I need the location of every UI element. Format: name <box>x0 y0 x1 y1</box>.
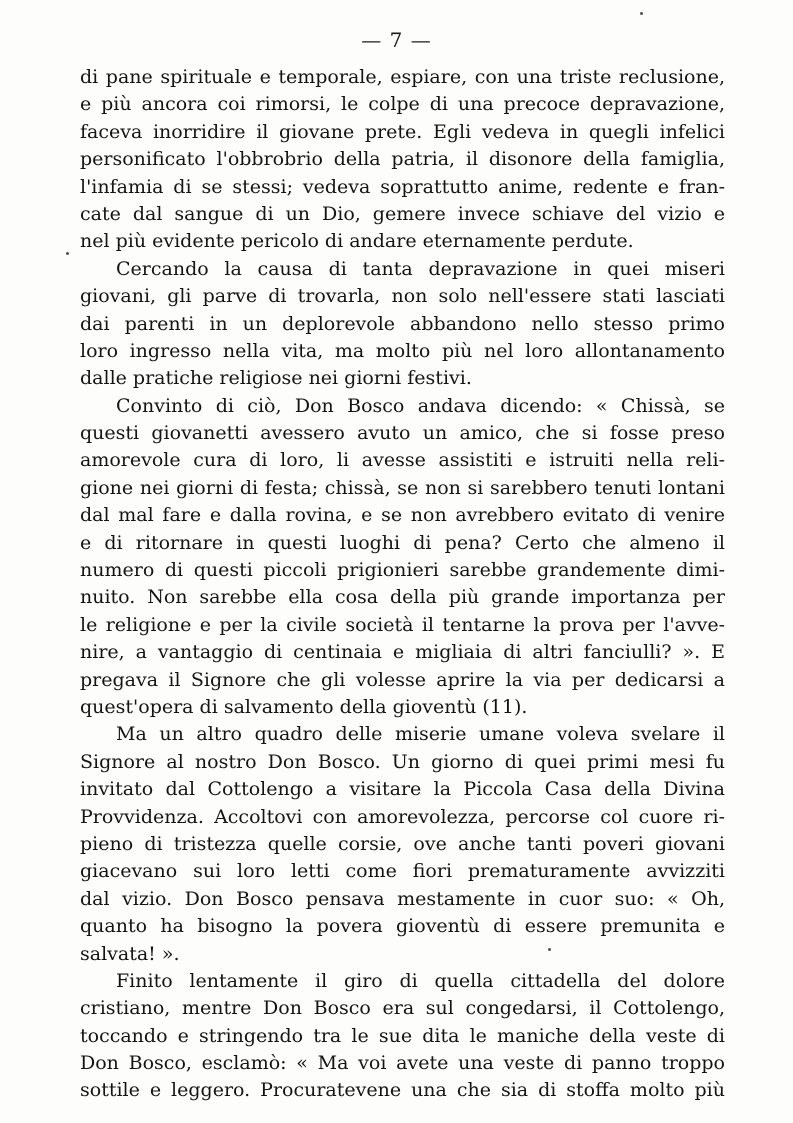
text-line: quanto ha bisogno la povera gioventù di essere premunita e <box>80 915 725 938</box>
text-line: personificato l'obbrobrio della patria, il disonore della famiglia, <box>80 148 725 171</box>
text-line: quest'opera di salvamento della gioventù (11). <box>80 695 528 718</box>
text-line: dai parenti in un deplorevole abbandono nello stesso primo <box>80 312 725 335</box>
text-line: pieno di tristezza quelle corsie, ove anche tanti poveri giovani <box>80 832 725 855</box>
text-line: toccando e stringendo tra le sue dita le maniche della veste di <box>80 1024 725 1047</box>
text-line: invitato dal Cottolengo a visitare la Piccola Casa della Divina <box>80 778 725 801</box>
text-line: Convinto di ciò, Don Bosco andava dicendo: « Chissà, se <box>116 394 725 417</box>
text-line: dalle pratiche religiose nei giorni festivi. <box>80 367 472 390</box>
text-line: Provvidenza. Accoltovi con amorevolezza, percorse col cuore ri- <box>80 805 725 828</box>
text-line: salvata! ». <box>80 942 180 965</box>
text-line: nel più evidente pericolo di andare eternamente perdute. <box>80 230 634 253</box>
text-line: Cercando la causa di tanta depravazione in quei miseri <box>116 257 725 280</box>
text-line: numero di questi piccoli prigionieri sarebbe grandemente dimi- <box>80 559 725 582</box>
text-line: nuito. Non sarebbe ella cosa della più grande importanza per <box>80 586 725 609</box>
text-line: giovani, gli parve di trovarla, non solo nell'essere stati lasciati <box>80 285 725 308</box>
text-line: faceva inorridire il giovane prete. Egli vedeva in quegli infelici <box>80 120 725 143</box>
text-line: Ma un altro quadro delle miserie umane voleva svelare il <box>116 723 725 746</box>
text-line: dal vizio. Don Bosco pensava mestamente in cuor suo: « Oh, <box>80 887 725 910</box>
text-line: e di ritornare in questi luoghi di pena? Certo che almeno il <box>80 531 725 554</box>
text-line: giacevano sui loro letti come fiori prematuramente avvizziti <box>80 860 725 883</box>
print-speck <box>640 12 643 15</box>
text-line: amorevole cura di loro, li avesse assistiti e istruiti nella reli- <box>80 449 725 472</box>
page-number: — 7 — <box>361 28 432 52</box>
text-line: e più ancora coi rimorsi, le colpe di una precoce depravazione, <box>80 93 725 116</box>
text-line: l'infamia di se stessi; vedeva soprattutto anime, redente e fran- <box>80 175 725 198</box>
text-line: questi giovanetti avessero avuto un amico, che si fosse preso <box>80 422 725 445</box>
print-speck <box>548 948 551 951</box>
text-line: le religione e per la civile società il tentarne la prova per l'avve- <box>80 613 725 636</box>
text-line: pregava il Signore che gli volesse aprire la via per dedicarsi a <box>80 668 725 691</box>
text-line: Signore al nostro Don Bosco. Un giorno di quei primi mesi fu <box>80 750 725 773</box>
text-line: gione nei giorni di festa; chissà, se non si sarebbero tenuti lontani <box>80 476 725 499</box>
text-line: cristiano, mentre Don Bosco era sul congedarsi, il Cottolengo, <box>80 997 725 1020</box>
text-line: dal mal fare e dalla rovina, e se non avrebbero evitato di venire <box>80 504 725 527</box>
body-text <box>80 64 725 1105</box>
text-line: sottile e leggero. Procuratevene una che sia di stoffa molto più <box>80 1079 725 1102</box>
text-line: nire, a vantaggio di centinaia e migliaia di altri fanciulli? ». E <box>80 641 725 664</box>
text-line: cate dal sangue di un Dio, gemere invece schiave del vizio e <box>80 202 725 225</box>
text-line: loro ingresso nella vita, ma molto più nel loro allontanamento <box>80 339 725 362</box>
text-line: di pane spirituale e temporale, espiare, con una triste reclusione, <box>80 66 725 88</box>
text-line: Don Bosco, esclamò: « Ma voi avete una veste di panno troppo <box>80 1052 725 1075</box>
print-speck <box>66 252 69 255</box>
text-line: Finito lentamente il giro di quella cittadella del dolore <box>116 969 725 992</box>
